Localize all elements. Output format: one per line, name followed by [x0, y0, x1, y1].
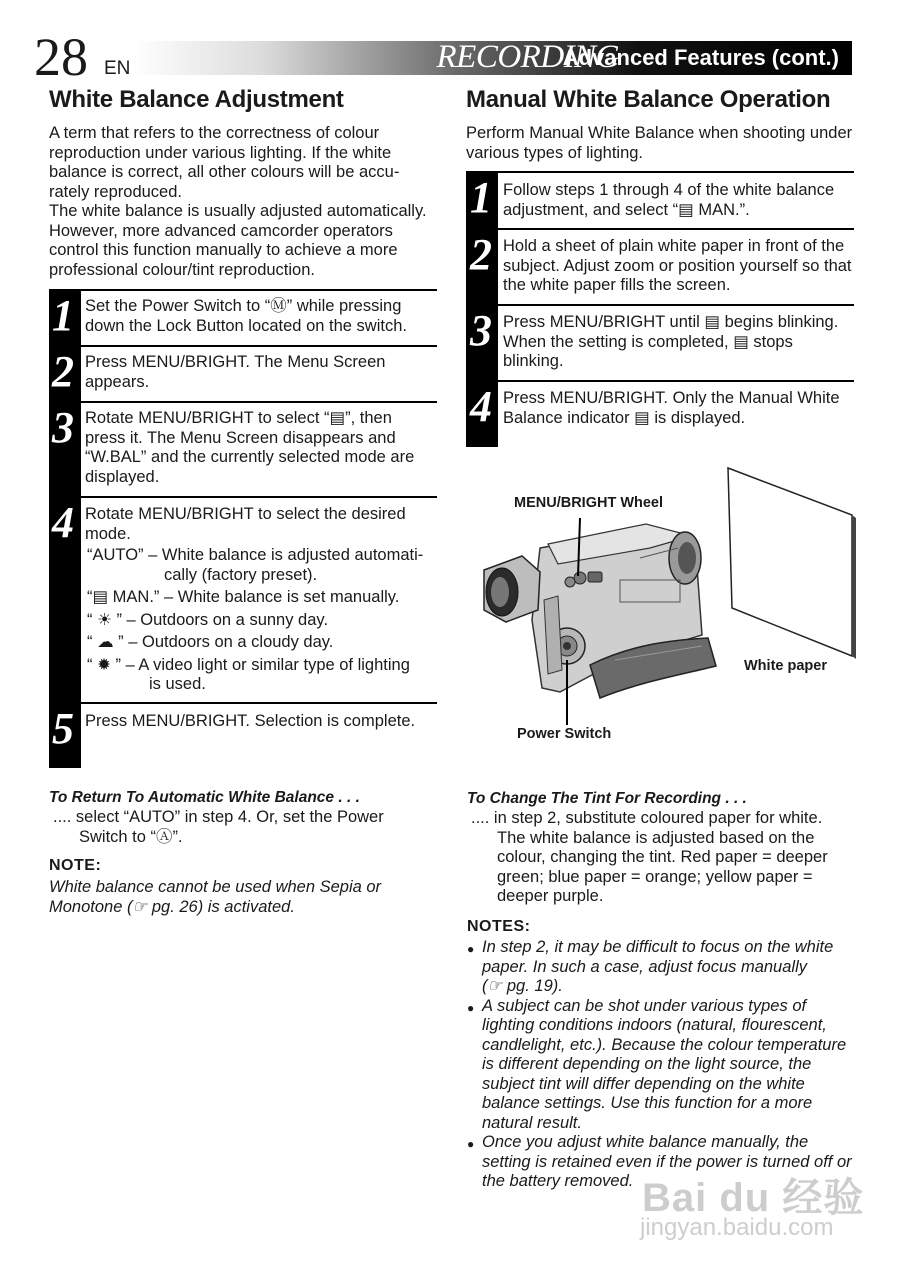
step-number: 3: [470, 306, 492, 355]
watermark-url: jingyan.baidu.com: [640, 1214, 834, 1241]
tint-line: green; blue paper = orange; yellow paper =: [497, 867, 813, 886]
white-paper-sheet: [728, 468, 852, 656]
tint-heading: To Change The Tint For Recording . . .: [467, 790, 747, 807]
step-rule: [49, 702, 437, 704]
notes-heading: NOTES:: [467, 918, 531, 935]
label-power-switch: Power Switch: [517, 726, 612, 742]
note-line: subject tint will differ depending on the white: [482, 1074, 805, 1093]
intro-line: Perform Manual White Balance when shooting under: [466, 124, 853, 142]
return-text: [53, 808, 433, 847]
left-step-5: [85, 712, 435, 732]
step-rule: [49, 345, 437, 347]
intro-line: professional colour/tint reproduction.: [49, 260, 315, 279]
note-line: candlelight, etc.). Because the colour temperature: [482, 1035, 847, 1054]
intro-line: However, more advanced camcorder operators: [49, 221, 393, 240]
right-step-1: [503, 181, 853, 220]
option-auto: “AUTO” – White balance is adjusted automati-: [87, 546, 424, 564]
return-heading: To Return To Automatic White Balance . . .: [49, 789, 360, 806]
step-line: Balance indicator ▤ is displayed.: [503, 408, 746, 427]
note-line: White balance cannot be used when Sepia or: [49, 878, 382, 896]
step-line: appears.: [85, 372, 150, 391]
section-subtitle: Advanced Features (cont.): [562, 45, 839, 70]
bullet-icon: ●: [467, 1000, 475, 1015]
step-line: down the Lock Button located on the switch.: [85, 316, 407, 335]
left-step-3: [85, 409, 435, 487]
step-line: Press MENU/BRIGHT until ▤ begins blinking.: [503, 313, 839, 331]
left-step-2: [85, 353, 435, 392]
language-code: EN: [104, 58, 131, 79]
option-manual: “▤ MAN.” – White balance is set manually.: [87, 588, 400, 606]
tint-line: .... in step 2, substitute coloured paper for white.: [471, 809, 823, 827]
section-title: RECORDING: [436, 39, 619, 75]
option-video-light-cont: is used.: [149, 675, 206, 693]
step-rule: [466, 171, 854, 173]
notes-list: [467, 938, 862, 1192]
step-number: 5: [52, 704, 74, 753]
step-line: Set the Power Switch to “Ⓜ” while pressing: [85, 297, 402, 315]
note-line: the battery removed.: [482, 1172, 634, 1190]
paper-edge: [852, 515, 856, 659]
bullet-icon: ●: [467, 942, 475, 956]
page-number: 28: [34, 27, 88, 87]
step-line: press it. The Menu Screen disappears and: [85, 428, 396, 447]
note-line: A subject can be shot under various types of: [482, 996, 807, 1015]
step-number: 2: [470, 230, 492, 279]
intro-line: reproduction under various lighting. If the white: [49, 143, 392, 162]
tint-line: The white balance is adjusted based on the: [497, 828, 815, 847]
step-line: Press MENU/BRIGHT. Selection is complete.: [85, 712, 416, 730]
label-menu-bright-wheel: MENU/BRIGHT Wheel: [514, 495, 664, 511]
option-video-light: “ ✹ ” – A video light or similar type of lighting: [87, 655, 410, 674]
note-item: [467, 938, 862, 997]
intro-line: various types of lighting.: [466, 143, 644, 162]
note-line: balance settings. Use this function for a more: [482, 1094, 813, 1112]
note-line: setting is retained even if the power is turned off or: [482, 1152, 852, 1171]
step-line: Rotate MENU/BRIGHT to select “▤”, then: [85, 409, 392, 427]
step-number: 1: [52, 291, 74, 340]
intro-line: control this function manually to achieve a more: [49, 241, 398, 259]
step-line: Hold a sheet of plain white paper in front of the: [503, 237, 845, 255]
left-step-1: [85, 297, 435, 336]
option-auto-cont: cally (factory preset).: [164, 565, 318, 584]
step-number: 1: [470, 173, 492, 222]
step-line: Rotate MENU/BRIGHT to select the desired: [85, 505, 406, 523]
intro-line: rately reproduced.: [49, 182, 182, 201]
intro-line: A term that refers to the correctness of colour: [49, 124, 380, 142]
step-rule: [466, 380, 854, 382]
left-title: White Balance Adjustment: [49, 86, 344, 113]
step-rule: [466, 228, 854, 230]
left-intro: [49, 124, 439, 280]
step-line: mode.: [85, 524, 131, 543]
label-white-paper: White paper: [744, 658, 827, 674]
note-line: Monotone (☞ pg. 26) is activated.: [49, 897, 295, 916]
step-line: Follow steps 1 through 4 of the white balance: [503, 181, 835, 199]
note-line: (☞ pg. 19).: [482, 977, 563, 995]
step-line: Press MENU/BRIGHT. The Menu Screen: [85, 353, 386, 371]
step-line: blinking.: [503, 352, 564, 370]
tint-text: [471, 809, 861, 907]
note-line: lighting conditions indoors (natural, flourescent,: [482, 1016, 827, 1034]
step-line: Press MENU/BRIGHT. Only the Manual White: [503, 389, 840, 407]
tint-line: deeper purple.: [497, 887, 604, 905]
return-line: .... select “AUTO” in step 4. Or, set the Power: [53, 808, 384, 826]
return-line: Switch to “Ⓐ”.: [79, 827, 183, 846]
option-sunny: “ ☀ ” – Outdoors on a sunny day.: [87, 610, 329, 629]
step-line: displayed.: [85, 467, 160, 486]
step-line: When the setting is completed, ▤ stops: [503, 332, 793, 351]
step-rule: [466, 304, 854, 306]
step-number: 3: [52, 403, 74, 452]
step-line: the white paper fills the screen.: [503, 276, 731, 294]
wb-mode-options: [87, 546, 437, 695]
right-title: Manual White Balance Operation: [466, 86, 831, 113]
step-line: subject. Adjust zoom or position yourself so that: [503, 256, 852, 275]
left-step-4: [85, 505, 435, 544]
bullet-icon: ●: [467, 1137, 475, 1151]
tint-line: colour, changing the tint. Red paper = deeper: [497, 848, 828, 866]
step-line: adjustment, and select “▤ MAN.”.: [503, 200, 750, 219]
intro-line: balance is correct, all other colours will be accu-: [49, 163, 400, 181]
step-rule: [49, 401, 437, 403]
camcorder-icon: [484, 524, 716, 698]
step-number: 4: [470, 382, 492, 431]
step-line: “W.BAL” and the currently selected mode are: [85, 448, 415, 466]
note-heading: NOTE:: [49, 857, 102, 874]
note-line: paper. In such a case, adjust focus manually: [482, 957, 807, 976]
step-number: 4: [52, 498, 74, 547]
step-rule: [49, 496, 437, 498]
right-step-3: [503, 313, 853, 372]
right-step-4: [503, 389, 853, 428]
note-line: is different depending on the light source, the: [482, 1055, 812, 1073]
note-line: In step 2, it may be difficult to focus on the white: [482, 938, 834, 956]
right-step-2: [503, 237, 853, 296]
note-line: Once you adjust white balance manually, the: [482, 1133, 809, 1151]
step-rule: [49, 289, 437, 291]
right-intro: [466, 124, 861, 163]
note-line: natural result.: [482, 1113, 582, 1132]
step-number: 2: [52, 347, 74, 396]
note-item: [467, 997, 862, 1134]
intro-line: The white balance is usually adjusted automatically.: [49, 202, 427, 220]
option-cloudy: “ ☁ ” – Outdoors on a cloudy day.: [87, 633, 334, 651]
note-text: [49, 878, 429, 917]
watermark-logo: Bai du 经验: [642, 1176, 865, 1220]
